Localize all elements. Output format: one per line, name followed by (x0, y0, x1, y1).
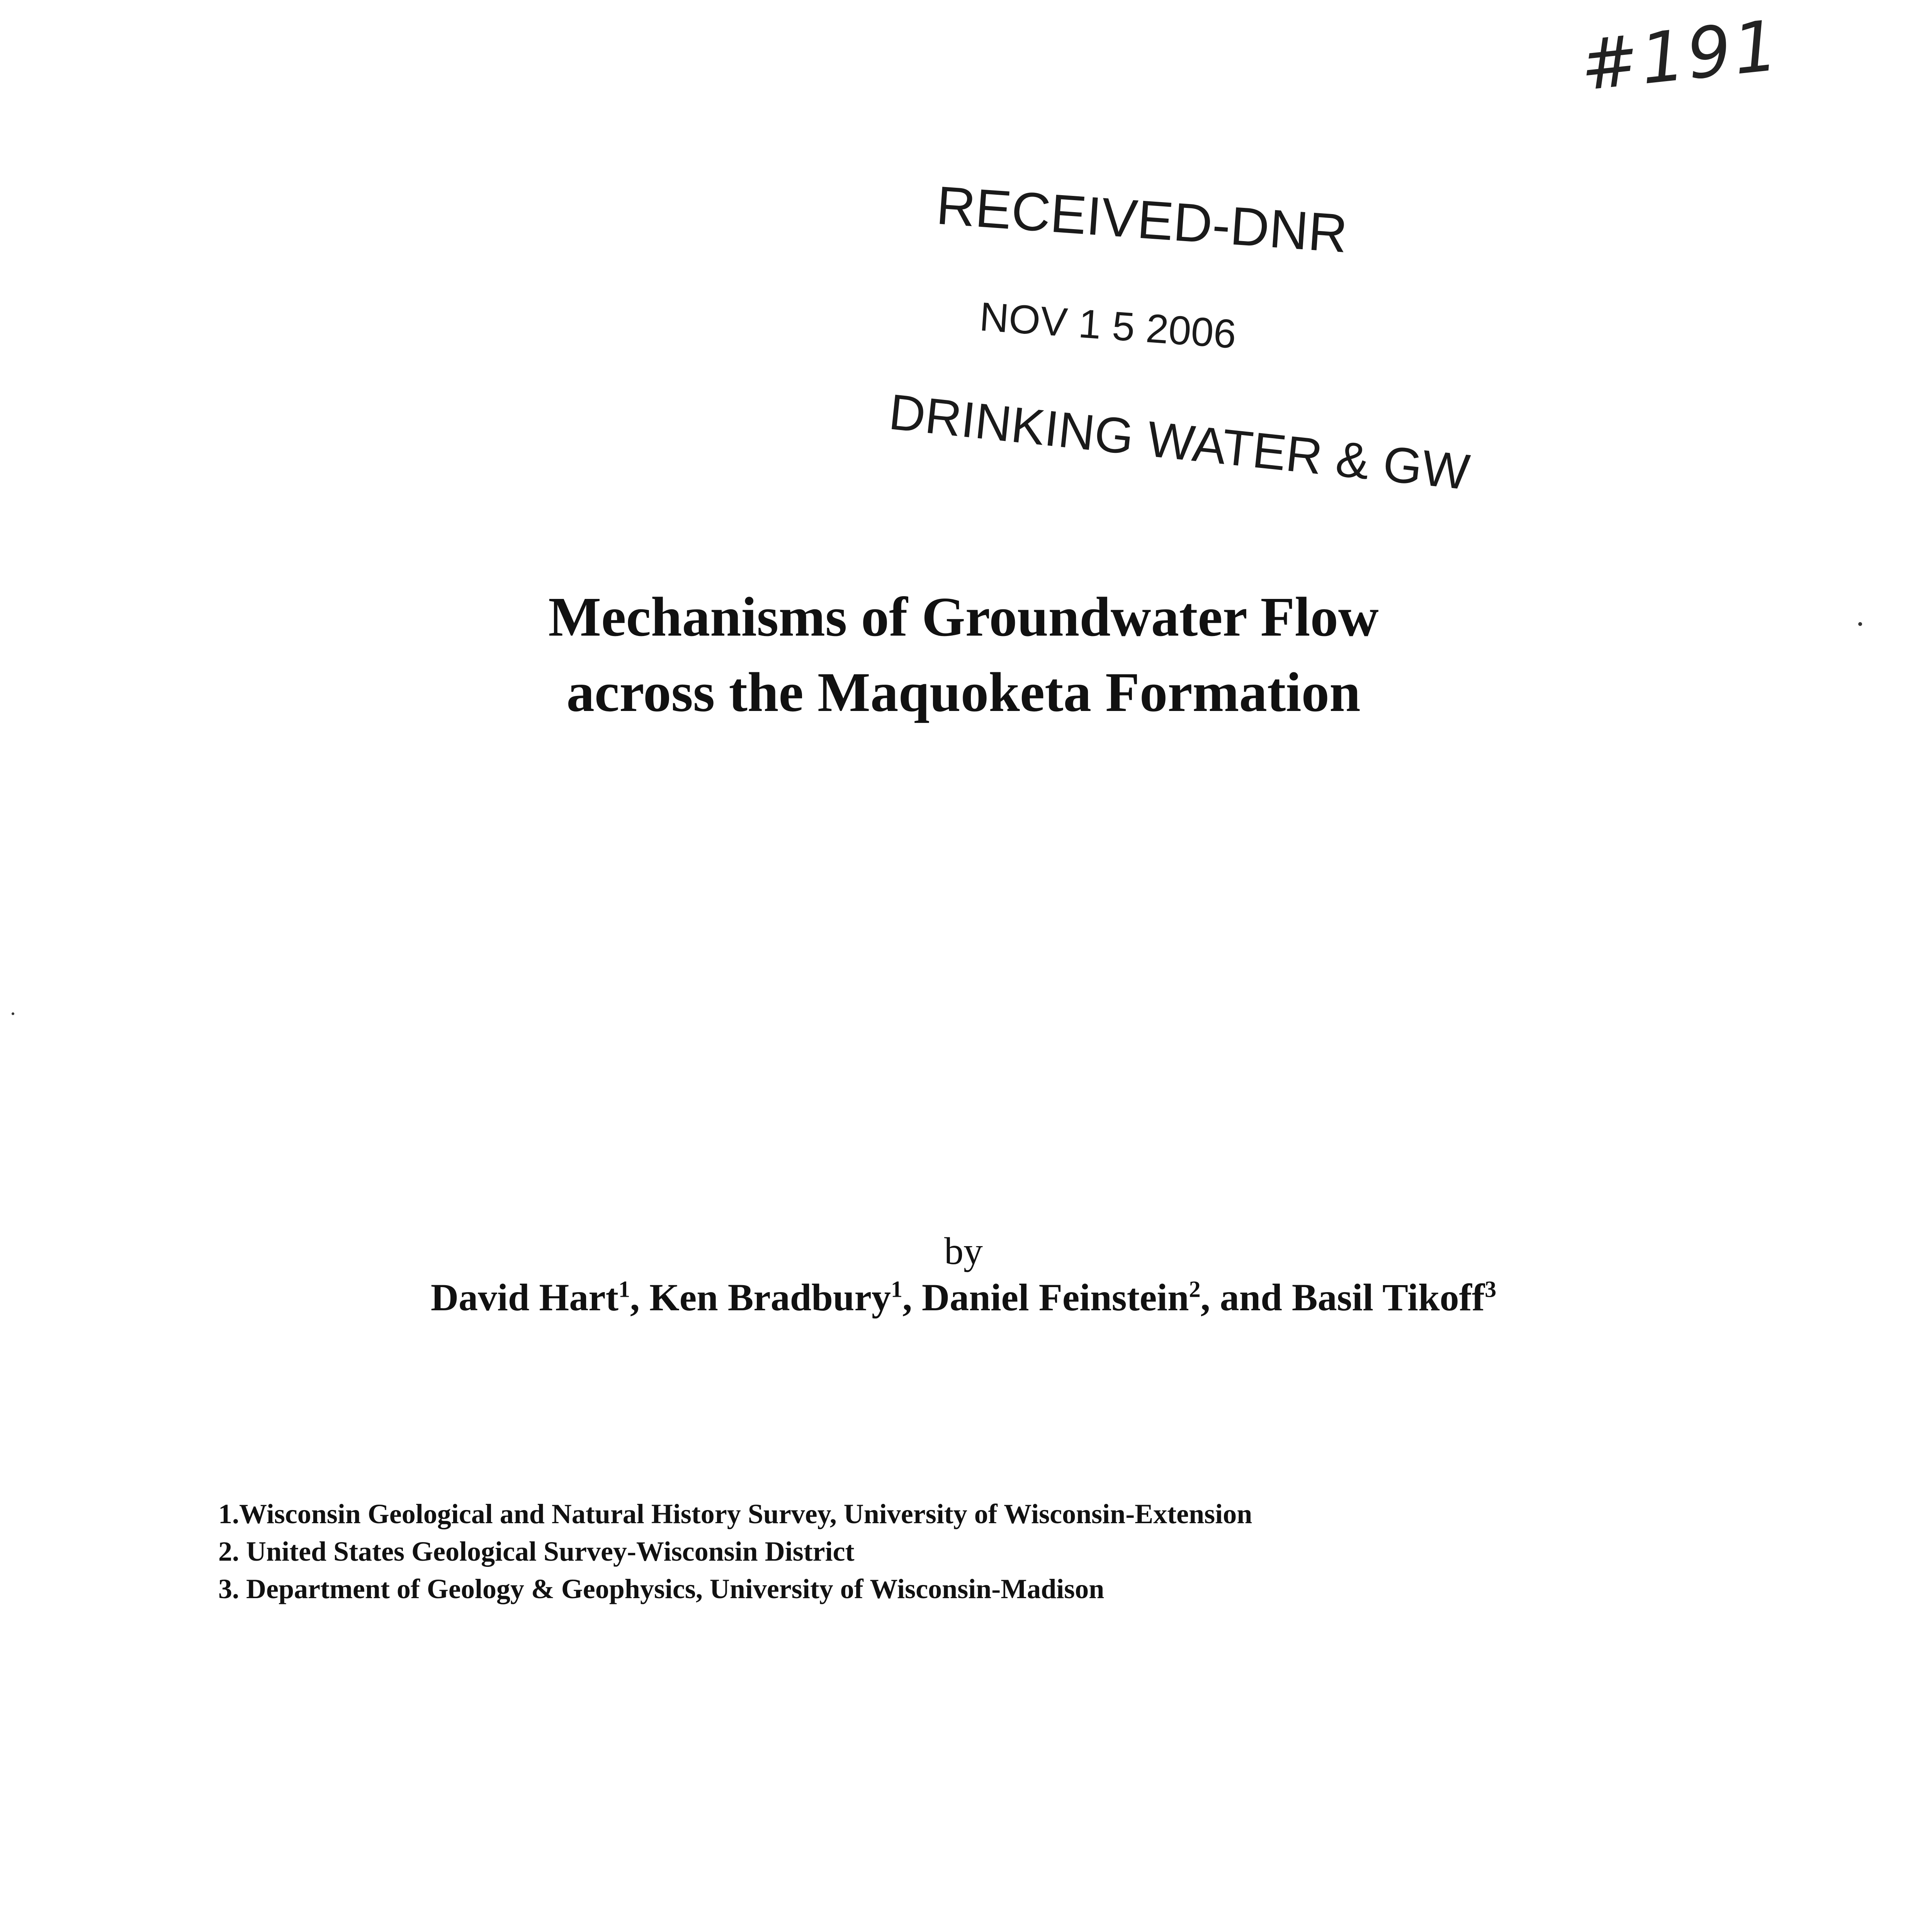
author-separator: , (630, 1276, 649, 1319)
affiliation-item: 2. United States Geological Survey-Wisconsin District (218, 1536, 855, 1567)
author-affiliation-number: 2 (1189, 1276, 1201, 1302)
author-separator: , (902, 1276, 922, 1319)
affiliation-item: 1.Wisconsin Geological and Natural History Survey, University of Wisconsin-Extension (218, 1498, 1252, 1529)
stamp-received-text: RECEIVED-DNR (934, 174, 1349, 264)
affiliation-item: 3. Department of Geology & Geophysics, University of Wisconsin-Madison (218, 1573, 1105, 1604)
stamp-department-text: DRINKING WATER & GW (886, 383, 1472, 500)
author-affiliation-number: 3 (1485, 1276, 1497, 1302)
scan-speck (1858, 622, 1862, 626)
author-name: Daniel Feinstein (922, 1276, 1189, 1319)
affiliations-list (218, 1495, 1252, 1608)
byline: by (944, 1230, 983, 1272)
author-name: Basil Tikoff (1291, 1276, 1485, 1319)
title-line-2: across the Maquoketa Formation (566, 662, 1361, 723)
author-name: Ken Bradbury (649, 1276, 891, 1319)
author-affiliation-number: 1 (618, 1276, 630, 1302)
author-name: David Hart (430, 1276, 619, 1319)
report-title (0, 580, 1927, 730)
author-affiliation-number: 1 (891, 1276, 903, 1302)
author-list (0, 1275, 1927, 1320)
scan-speck (12, 1012, 14, 1015)
stamp-date-text: NOV 1 5 2006 (978, 294, 1238, 357)
handwritten-page-number: #191 (1576, 5, 1784, 107)
author-separator: , and (1200, 1276, 1292, 1319)
title-line-1: Mechanisms of Groundwater Flow (548, 586, 1379, 648)
